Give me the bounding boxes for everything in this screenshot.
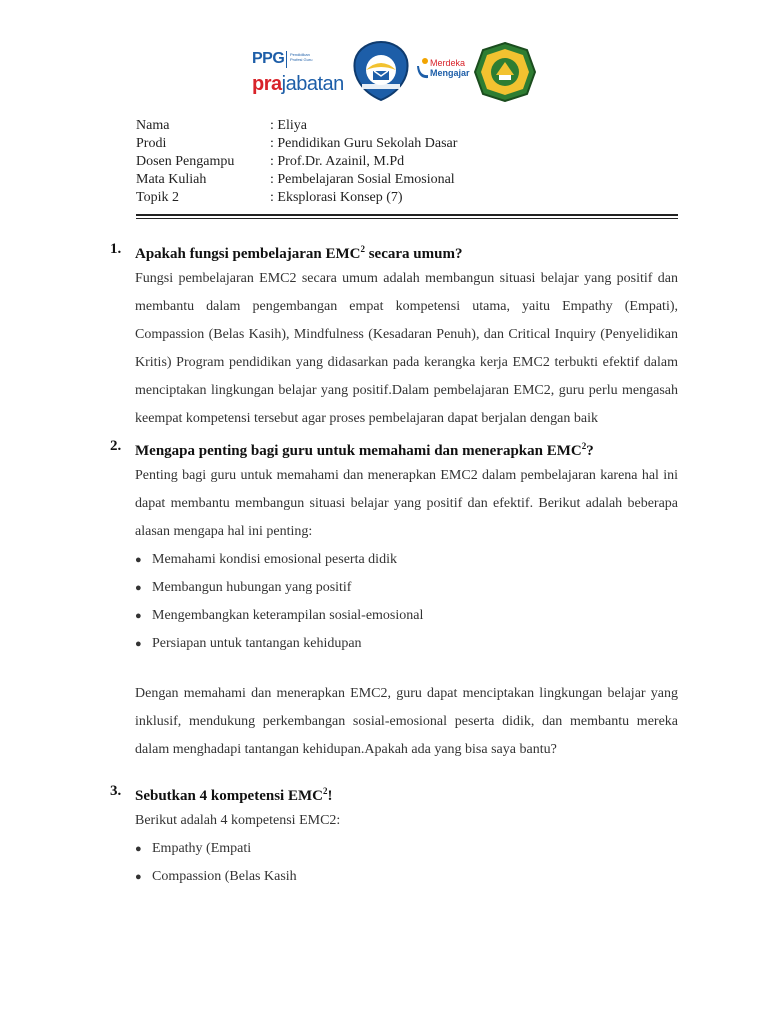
info-label: Nama (136, 118, 170, 133)
list-item: ● Persiapan untuk tantangan kehidupan (135, 630, 678, 658)
list-item: ● Mengembangkan keterampilan sosial-emosional (135, 602, 678, 630)
merdeka-mengajar-logo (414, 44, 474, 94)
info-label: Prodi (136, 136, 167, 151)
question-number: 2. (110, 438, 122, 454)
ppg-prajabatan-logo (252, 50, 344, 100)
question-title: Apakah fungsi pembelajaran EMC$^2$ secara umum? (135, 244, 463, 262)
list-item: ● Compassion (Belas Kasih (135, 863, 678, 891)
info-label: Topik 2 (136, 190, 179, 205)
ppg-logo-subtext: Pendidikan Profesi Guru (290, 52, 313, 62)
answer-3-paragraph: Berikut adalah 4 kompetensi EMC2: (135, 813, 341, 828)
question-number: 1. (110, 241, 122, 257)
ppg-logo-text: PPG (252, 50, 285, 67)
bullet-icon: ● (135, 582, 142, 594)
question-title: Mengapa penting bagi guru untuk memahami dan menerapkan EMC$^2$? (135, 441, 594, 459)
bullet-icon: ● (135, 638, 142, 650)
merdeka-text: Merdeka (430, 58, 466, 68)
question-2-heading (110, 435, 678, 462)
university-emblem-icon (474, 42, 536, 102)
header-divider-thin (136, 218, 678, 219)
document-body (110, 238, 678, 891)
info-row-nama (136, 117, 457, 135)
answer-1-paragraph: Fungsi pembelajaran EMC2 secara umum adalah membangun situasi belajar yang positif dan membantu dalam pengembangan empat kompetensi utama, yaitu Empathy (Empati), Compassion (Belas Kasih), Mindfulness (Kesadaran Penuh), dan Critical Inquiry (Penyelidikan Kritis) Program pendidikan yang didasarkan pada kerangka kerja EMC2 terbukti efektif dalam menciptakan lingkungan belajar yang positif.Dalam pembelajaran EMC2, guru perlu mengasah keempat kompetensi tersebut agar proses pembelajaran dapat berjalan dengan baik (135, 271, 678, 426)
list-item: ● Membangun hubungan yang positif (135, 574, 678, 602)
logo-bar (0, 36, 768, 106)
ppg-logo-divider (286, 51, 287, 68)
question-number: 3. (110, 783, 122, 799)
info-value: : Prof.Dr. Azainil, M.Pd (270, 154, 405, 169)
answer-3-bullet-list (135, 835, 678, 891)
answer-2-bullet-list (135, 546, 678, 658)
info-value: : Pembelajaran Sosial Emosional (270, 172, 455, 187)
info-label: Dosen Pengampu (136, 154, 235, 169)
list-item: ● Empathy (Empati (135, 835, 678, 863)
question-3-heading (110, 780, 678, 807)
bullet-icon: ● (135, 871, 142, 883)
bullet-icon: ● (135, 610, 142, 622)
answer-2-paragraph: Penting bagi guru untuk memahami dan menerapkan EMC2 dalam pembelajaran karena hal ini dapat membantu membangun situasi belajar yang positif dan efektif. Berikut adalah beberapa alasan mengapa hal ini penting: (135, 468, 678, 539)
info-value: : Pendidikan Guru Sekolah Dasar (270, 136, 458, 151)
header-divider-thick (136, 214, 678, 216)
info-row-prodi (136, 135, 457, 153)
info-value: : Eliya (270, 118, 307, 133)
mengajar-text: Mengajar (430, 68, 470, 78)
info-value: : Eksplorasi Konsep (7) (270, 190, 403, 205)
prajabatan-text: prajabatan (252, 73, 344, 95)
info-label: Mata Kuliah (136, 172, 207, 187)
answer-2-closing-paragraph: Dengan memahami dan menerapkan EMC2, guru dapat menciptakan lingkungan belajar yang inklusif, mendukung perkembangan sosial-emosional peserta didik, dan membantu mereka dalam menghadapi tantangan kehidupan.Apakah ada yang bisa saya bantu? (135, 686, 678, 757)
info-row-dosen (136, 153, 457, 171)
info-row-topik (136, 189, 457, 207)
question-title: Sebutkan 4 kompetensi EMC$^2$! (135, 786, 333, 804)
merdeka-mengajar-icon (417, 57, 430, 79)
bullet-icon: ● (135, 843, 142, 855)
question-1-heading (110, 238, 678, 265)
bullet-icon: ● (135, 554, 142, 566)
student-info-block (136, 117, 457, 207)
tut-wuri-handayani-emblem-icon (352, 40, 410, 102)
info-row-mata-kuliah (136, 171, 457, 189)
list-item: ● Memahami kondisi emosional peserta didik (135, 546, 678, 574)
